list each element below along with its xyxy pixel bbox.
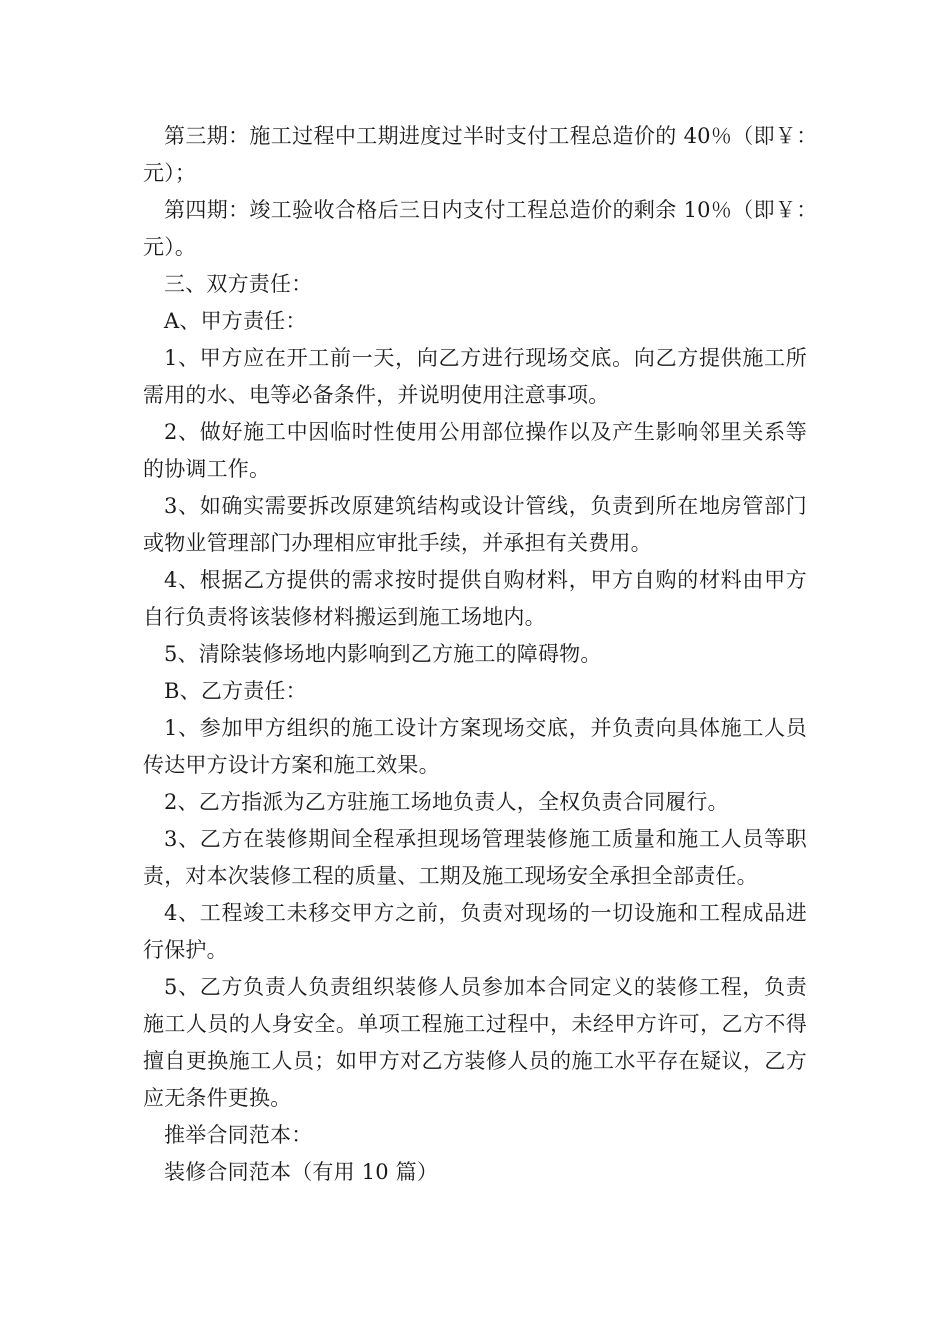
party-a-item-5: 5、清除装修场地内影响到乙方施工的障碍物。 <box>164 642 602 666</box>
party-a-item-2: 2、做好施工中因临时性使用公用部位操作以及产生影响邻里关系等的协调工作。 <box>143 420 807 481</box>
payment-phase-3: 第三期：施工过程中工期进度过半时支付工程总造价的 40％（即￥： 元）； <box>143 124 829 185</box>
recommend-label: 推举合同范本： <box>164 1123 313 1147</box>
payment-phase-4: 第四期：竣工验收合格后三日内支付工程总造价的剩余 10％（即￥： 元）。 <box>143 198 829 259</box>
party-b-item-1: 1、参加甲方组织的施工设计方案现场交底，并负责向具体施工人员传达甲方设计方案和施工效果。 <box>143 716 807 777</box>
party-b-item-5: 5、乙方负责人负责组织装修人员参加本合同定义的装修工程，负责施工人员的人身安全。单项工程施工过程中，未经甲方许可，乙方不得擅自更换施工人员；如甲方对乙方装修人员的施工水平存在疑议，乙方应无条件更换。 <box>143 975 807 1110</box>
party-b-item-2: 2、乙方指派为乙方驻施工场地负责人，全权负责合同履行。 <box>164 790 729 814</box>
party-a-item-3: 3、如确实需要拆改原建筑结构或设计管线，负责到所在地房管部门或物业管理部门办理相应审批手续，并承担有关费用。 <box>143 494 807 555</box>
subheading-party-a: A、甲方责任： <box>164 309 307 333</box>
subheading-party-b: B、乙方责任： <box>164 679 307 703</box>
party-b-item-4: 4、工程竣工未移交甲方之前，负责对现场的一切设施和工程成品进行保护。 <box>143 901 807 962</box>
recommend-title: 装修合同范本（有用 10 篇） <box>164 1160 439 1184</box>
party-b-item-3: 3、乙方在装修期间全程承担现场管理装修施工质量和施工人员等职责，对本次装修工程的质量、工期及施工现场安全承担全部责任。 <box>143 827 807 888</box>
party-a-item-1: 1、甲方应在开工前一天，向乙方进行现场交底。向乙方提供施工所需用的水、电等必备条件，并说明使用注意事项。 <box>143 346 807 407</box>
party-a-item-4: 4、根据乙方提供的需求按时提供自购材料，甲方自购的材料由甲方自行负责将该装修材料搬运到施工场地内。 <box>143 568 807 629</box>
document-body <box>143 118 829 1191</box>
section-heading-responsibilities: 三、双方责任： <box>164 272 313 296</box>
